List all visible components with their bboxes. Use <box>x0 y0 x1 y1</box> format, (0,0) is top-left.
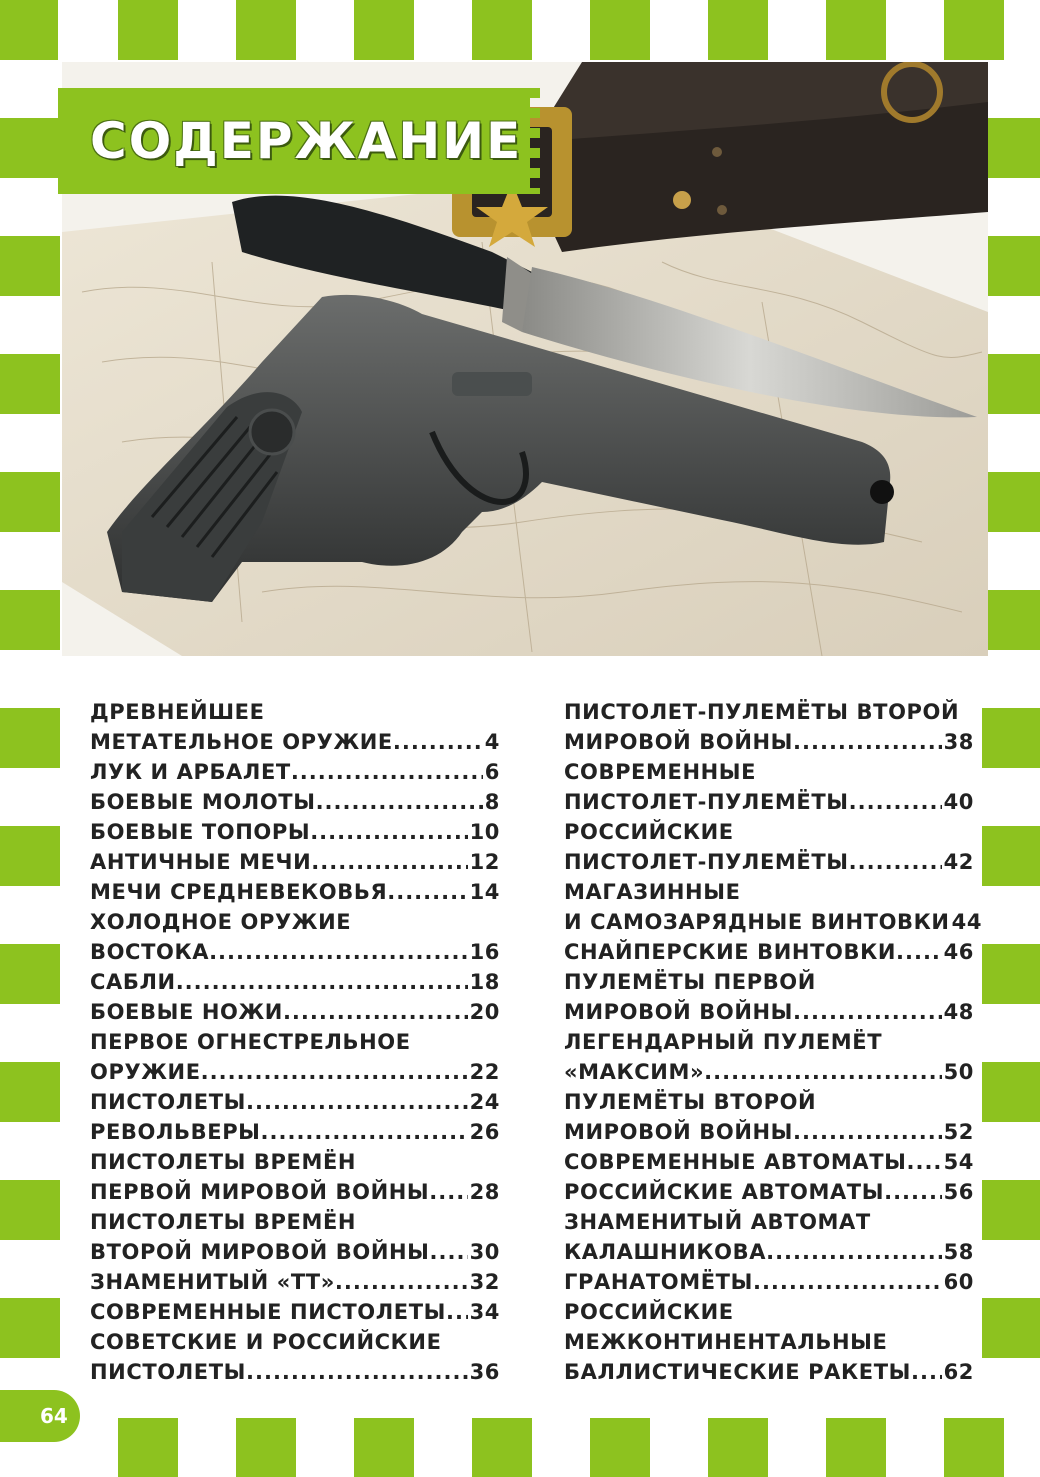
toc-entry-title: СОВРЕМЕННЫЕ ПИСТОЛЕТЫ <box>90 1300 447 1324</box>
toc-entry-title: ПИСТОЛЕТЫ <box>90 1360 247 1384</box>
toc-entry-title: РОССИЙСКИЕ АВТОМАТЫ <box>564 1180 885 1204</box>
border-stripe <box>236 1418 296 1477</box>
toc-column-right <box>564 697 983 1387</box>
border-stripe <box>0 354 60 414</box>
toc-entry-page: 4 <box>484 730 500 754</box>
toc-entry-title: МЕЧИ СРЕДНЕВЕКОВЬЯ <box>90 880 388 904</box>
border-stripe <box>0 1298 60 1358</box>
toc-entry <box>90 1237 500 1267</box>
border-stripe <box>590 0 650 60</box>
toc-entry <box>564 1027 974 1057</box>
border-stripe <box>944 0 1004 60</box>
toc-entry-title: МИРОВОЙ ВОЙНЫ <box>564 1000 794 1024</box>
toc-entry-page: 36 <box>469 1360 500 1384</box>
toc-entry <box>564 1237 974 1267</box>
toc-entry-title: ЗНАМЕНИТЫЙ АВТОМАТ <box>564 1210 871 1234</box>
border-stripe <box>982 236 1040 296</box>
border-stripe <box>708 0 768 60</box>
border-stripe <box>826 1418 886 1477</box>
toc-entry-page: 42 <box>943 850 974 874</box>
toc-entry-title: МИРОВОЙ ВОЙНЫ <box>564 730 794 754</box>
dot-leader <box>201 1057 468 1087</box>
toc-entry-page: 6 <box>484 760 500 784</box>
dot-leader <box>906 1147 941 1177</box>
toc-entry-title: ПИСТОЛЕТ-ПУЛЕМЁТЫ ВТОРОЙ <box>564 700 960 724</box>
toc-entry-page: 28 <box>469 1180 500 1204</box>
toc-entry <box>564 787 974 817</box>
dot-leader <box>884 1177 941 1207</box>
toc-entry <box>90 1357 500 1387</box>
toc-entry <box>564 997 974 1027</box>
toc-entry-page: 20 <box>469 1000 500 1024</box>
toc-entry-title: БОЕВЫЕ НОЖИ <box>90 1000 283 1024</box>
toc-entry-title: ДРЕВНЕЙШЕЕ <box>90 700 265 724</box>
border-stripe <box>826 0 886 60</box>
dot-leader <box>335 1267 468 1297</box>
toc-entry <box>90 1207 500 1237</box>
dot-leader <box>766 1237 941 1267</box>
toc-entry <box>90 1177 500 1207</box>
border-stripe <box>0 590 60 650</box>
toc-entry <box>90 697 500 727</box>
toc-entry-title: ОРУЖИЕ <box>90 1060 201 1084</box>
border-stripe <box>0 236 60 296</box>
border-stripe <box>590 1418 650 1477</box>
dot-leader <box>446 1297 468 1327</box>
toc-entry-title: СОВЕТСКИЕ И РОССИЙСКИЕ <box>90 1330 442 1354</box>
toc-entry <box>90 847 500 877</box>
toc-entry-page: 50 <box>943 1060 974 1084</box>
border-stripe <box>0 1180 60 1240</box>
dot-leader <box>246 1087 468 1117</box>
toc-entry <box>90 967 500 997</box>
toc-entry-title: ЗНАМЕНИТЫЙ «ТТ» <box>90 1270 335 1294</box>
toc-entry-page: 12 <box>469 850 500 874</box>
toc-entry-page: 34 <box>469 1300 500 1324</box>
dot-leader <box>429 1177 467 1207</box>
toc-entry <box>564 937 974 967</box>
page-number-text: 64 <box>40 1404 68 1428</box>
border-stripe <box>0 118 60 178</box>
toc-entry-page: 18 <box>469 970 500 994</box>
dot-leader <box>310 817 467 847</box>
toc-entry <box>90 907 500 937</box>
toc-entry-page: 62 <box>943 1360 974 1384</box>
border-stripe <box>236 0 296 60</box>
dot-leader <box>246 1357 468 1387</box>
toc-entry-title: И САМОЗАРЯДНЫЕ ВИНТОВКИ <box>564 910 950 934</box>
dot-leader <box>793 997 942 1027</box>
toc-entry <box>90 937 500 967</box>
toc-entry <box>564 967 974 997</box>
dot-leader <box>430 1237 468 1267</box>
border-stripe <box>982 708 1040 768</box>
toc-entry-title: ПИСТОЛЕТЫ ВРЕМЁН <box>90 1210 357 1234</box>
toc-entry-page: 44 <box>951 910 983 934</box>
toc-entry-title: РОССИЙСКИЕ <box>564 1300 734 1324</box>
toc-entry-title: СОВРЕМЕННЫЕ АВТОМАТЫ <box>564 1150 907 1174</box>
toc-entry <box>90 1147 500 1177</box>
dot-leader <box>176 967 468 997</box>
toc-entry-title: ПУЛЕМЁТЫ ВТОРОЙ <box>564 1090 817 1114</box>
toc-entry-title: МИРОВОЙ ВОЙНЫ <box>564 1120 794 1144</box>
toc-entry <box>564 1087 974 1117</box>
toc-entry-page: 10 <box>469 820 500 844</box>
toc-entry-page: 24 <box>469 1090 500 1114</box>
toc-entry-page: 60 <box>943 1270 974 1294</box>
border-stripe <box>0 472 60 532</box>
toc-column-left <box>90 697 500 1387</box>
toc-entry <box>90 997 500 1027</box>
toc-entry-title: ВОСТОКА <box>90 940 210 964</box>
toc-entry <box>90 1087 500 1117</box>
dot-leader <box>311 847 467 877</box>
border-stripe <box>982 1298 1040 1358</box>
border-stripe <box>0 944 60 1004</box>
toc-entry <box>90 1297 500 1327</box>
dot-leader <box>283 997 468 1027</box>
toc-entry <box>90 1117 500 1147</box>
toc-entry-title: ПИСТОЛЕТЫ ВРЕМЁН <box>90 1150 357 1174</box>
toc-entry-title: «МАКСИМ» <box>564 1060 705 1084</box>
toc-entry <box>90 877 500 907</box>
toc-entry <box>564 1117 974 1147</box>
border-stripe <box>0 1062 60 1122</box>
border-stripe <box>472 0 532 60</box>
border-stripe <box>354 1418 414 1477</box>
toc-entry <box>564 907 983 937</box>
toc-entry <box>90 1267 500 1297</box>
toc-entry <box>564 757 974 787</box>
border-stripe <box>982 1180 1040 1240</box>
page-number <box>0 1390 80 1442</box>
toc-entry-title: ЛЕГЕНДАРНЫЙ ПУЛЕМЁТ <box>564 1030 883 1054</box>
toc-entry-page: 46 <box>943 940 974 964</box>
page-title: СОДЕРЖАНИЕ <box>90 112 523 170</box>
toc-entry <box>564 1057 974 1087</box>
toc-entry <box>564 1357 974 1387</box>
toc-entry-title: КАЛАШНИКОВА <box>564 1240 767 1264</box>
border-stripe <box>982 944 1040 1004</box>
toc-entry-title: ПЕРВОЙ МИРОВОЙ ВОЙНЫ <box>90 1180 430 1204</box>
toc-entry-page: 30 <box>469 1240 500 1264</box>
toc-entry <box>90 727 500 757</box>
toc-entry-title: АНТИЧНЫЕ МЕЧИ <box>90 850 312 874</box>
toc-entry <box>564 817 974 847</box>
toc-entry <box>564 697 974 727</box>
dot-leader <box>209 937 467 967</box>
toc-entry-page: 56 <box>943 1180 974 1204</box>
toc-entry-title: РЕВОЛЬВЕРЫ <box>90 1120 261 1144</box>
dot-leader <box>291 757 483 787</box>
toc-entry-page: 54 <box>943 1150 974 1174</box>
dot-leader <box>896 937 942 967</box>
toc-entry-title: БОЕВЫЕ ТОПОРЫ <box>90 820 311 844</box>
dot-leader <box>849 787 942 817</box>
toc-entry <box>90 757 500 787</box>
toc-entry <box>564 1147 974 1177</box>
toc-entry-title: БАЛЛИСТИЧЕСКИЕ РАКЕТЫ <box>564 1360 911 1384</box>
toc-entry-title: МЕТАТЕЛЬНОЕ ОРУЖИЕ <box>90 730 393 754</box>
toc-entry-page: 8 <box>484 790 500 814</box>
toc-entry-title: ЛУК И АРБАЛЕТ <box>90 760 291 784</box>
dot-leader <box>393 727 483 757</box>
border-stripe <box>982 354 1040 414</box>
toc-entry-title: ПИСТОЛЕТ-ПУЛЕМЁТЫ <box>564 790 849 814</box>
toc-entry-title: ПИСТОЛЕТ-ПУЛЕМЁТЫ <box>564 850 849 874</box>
dot-leader <box>261 1117 468 1147</box>
border-stripe <box>982 118 1040 178</box>
toc-entry <box>564 1327 974 1357</box>
toc-entry <box>90 817 500 847</box>
dot-leader <box>793 727 942 757</box>
toc-entry-page: 58 <box>943 1240 974 1264</box>
toc-entry-page: 52 <box>943 1120 974 1144</box>
border-stripe <box>982 590 1040 650</box>
toc-entry-page: 38 <box>943 730 974 754</box>
toc-entry-page: 26 <box>469 1120 500 1144</box>
toc-entry-page: 22 <box>469 1060 500 1084</box>
border-stripe <box>982 826 1040 886</box>
border-stripe <box>472 1418 532 1477</box>
toc-entry <box>90 1057 500 1087</box>
dot-leader <box>704 1057 941 1087</box>
toc-entry-title: МАГАЗИННЫЕ <box>564 880 741 904</box>
border-stripe <box>982 1062 1040 1122</box>
border-stripe <box>708 1418 768 1477</box>
title-banner <box>58 88 530 194</box>
toc-entry-title: СОВРЕМЕННЫЕ <box>564 760 757 784</box>
border-stripe <box>944 1418 1004 1477</box>
toc-entry-page: 48 <box>943 1000 974 1024</box>
border-stripe <box>0 826 60 886</box>
border-stripe <box>118 0 178 60</box>
toc-entry-title: ПИСТОЛЕТЫ <box>90 1090 247 1114</box>
toc-entry <box>90 1327 500 1357</box>
toc-entry <box>564 877 974 907</box>
toc-entry-title: ВТОРОЙ МИРОВОЙ ВОЙНЫ <box>90 1240 430 1264</box>
toc-entry-title: ПЕРВОЕ ОГНЕСТРЕЛЬНОЕ <box>90 1030 411 1054</box>
dot-leader <box>316 787 483 817</box>
dot-leader <box>387 877 467 907</box>
toc-entry-title: ПУЛЕМЁТЫ ПЕРВОЙ <box>564 970 816 994</box>
toc-entry <box>564 1207 974 1237</box>
toc-entry-page: 16 <box>469 940 500 964</box>
toc-entry <box>90 1027 500 1057</box>
toc-entry <box>90 787 500 817</box>
dot-leader <box>753 1267 942 1297</box>
toc-entry-title: РОССИЙСКИЕ <box>564 820 734 844</box>
toc-entry-page: 40 <box>943 790 974 814</box>
dot-leader <box>793 1117 942 1147</box>
toc-entry-title: ГРАНАТОМЁТЫ <box>564 1270 753 1294</box>
border-stripe <box>354 0 414 60</box>
border-stripe <box>118 1418 178 1477</box>
toc-entry-title: САБЛИ <box>90 970 176 994</box>
toc-entry <box>564 1297 974 1327</box>
border-stripe <box>0 0 58 60</box>
toc-entry <box>564 727 974 757</box>
toc-entry-page: 32 <box>469 1270 500 1294</box>
border-stripe <box>982 472 1040 532</box>
toc-entry-title: ХОЛОДНОЕ ОРУЖИЕ <box>90 910 352 934</box>
dot-leader <box>911 1357 942 1387</box>
toc-entry-page: 14 <box>469 880 500 904</box>
border-stripe <box>0 708 60 768</box>
toc-entry-title: СНАЙПЕРСКИЕ ВИНТОВКИ <box>564 940 897 964</box>
toc-entry-title: БОЕВЫЕ МОЛОТЫ <box>90 790 316 814</box>
toc-entry <box>564 1177 974 1207</box>
toc-entry-title: МЕЖКОНТИНЕНТАЛЬНЫЕ <box>564 1330 888 1354</box>
dot-leader <box>849 847 942 877</box>
toc-entry <box>564 847 974 877</box>
toc-entry <box>564 1267 974 1297</box>
